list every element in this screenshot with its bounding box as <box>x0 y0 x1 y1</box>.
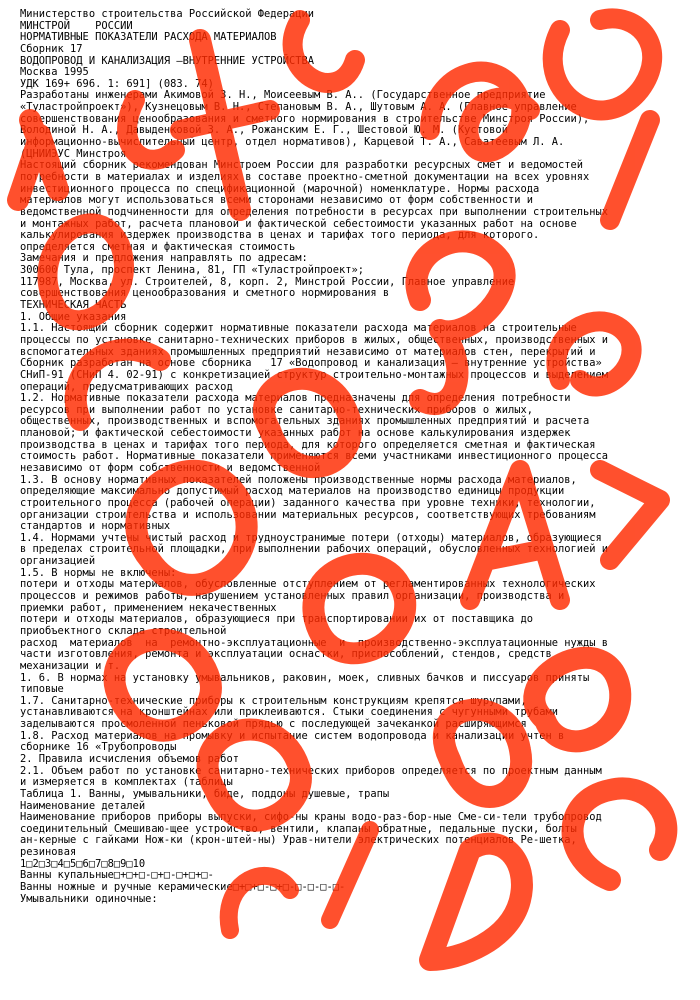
text-line: плановой; и фактической себестоимости указанных работ на основе калькулирования издержек <box>20 427 571 440</box>
text-line: определяется сметная и фактическая стоимость <box>20 240 296 253</box>
text-line: Сборник 17 <box>20 42 83 55</box>
text-line: 1.3. В основу нормативных показателей положены производственные нормы расхода материалов, <box>20 473 577 486</box>
text-line: 1.1. Настоящий сборник содержит нормативные показатели расхода материалов на строительные <box>20 322 577 335</box>
text-line: Настоящий сборник рекомендован Минстроем России для разработки ресурсных смет и ведомостей <box>20 159 584 172</box>
text-line: приемки работ, применением некачественных <box>20 601 277 614</box>
text-line: соединительный Смешиваю-щее устройство, вентили, клапаны обратные, педальные пуски, болты <box>20 822 577 835</box>
text-line: Ванны ножные и ручные керамические□+□+□-□+□-□-□-□-□- <box>20 881 346 894</box>
text-line: ВОДОПРОВОД И КАНАЛИЗАЦИЯ –ВНУТРЕННИЕ УСТРОЙСТВА <box>20 54 315 67</box>
text-line: ведомственной подчиненности для определения потребности в ресурсах при выполнении строительных <box>20 205 609 218</box>
text-line: стоимость работ. Нормативные показатели применяются всеми участниками инвестиционного процесса <box>20 450 609 463</box>
text-line: Разработаны инженерами Акимовой З. Н., Моисеевым В. А.. (Государственное предприятие <box>20 89 546 102</box>
text-line: 1□2□3□4□5□6□7□8□9□10 <box>20 857 146 870</box>
text-line: Володиной Н. А., Давыденковой З. А., Рожанским Е. Г., Шестовой Ю. М. (Кустовой <box>20 124 508 137</box>
text-line: части изготовления, ремонта и эксплуатации оснастки, приспособлений, стендов, средств <box>20 648 552 661</box>
text-line: общественных, производственных и вспомогательных зданиях промышленных предприятий и расчета <box>20 415 590 428</box>
text-line: заделываются просмоленной пеньковой прядью с последующей зачеканкой расширяющимся <box>20 718 527 731</box>
text-line: приобъектного склада строительной <box>20 624 227 637</box>
text-line: независимо от форм собственности и ведомственной <box>20 461 321 474</box>
text-line: 2. Правила исчисления объемов работ <box>20 753 239 765</box>
text-line: материалов могут использоваться всеми сторонами независимо от форм собственности и <box>20 194 533 207</box>
text-line: 1. 6. В нормах на установку умывальников, раковин, моек, сливных бачков и писсуаров приняты <box>20 671 590 684</box>
text-line: Наименование приборов приборы выпуски, сифо-ны краны водо-раз-бор-ные Сме-си-тели трубопровод <box>20 811 602 824</box>
text-line: Умывальники одиночные: <box>20 892 158 905</box>
text-line: в пределах строительной площадки, при выполнении рабочих операций, обусловленных технологией и <box>20 543 609 556</box>
text-line: устанавливаются на кронштейнах или приклеиваются. Стыки соединения с чугунными трубами <box>20 706 558 719</box>
text-line: Москва 1995 <box>20 66 89 79</box>
text-line: Наименование деталей <box>20 799 146 812</box>
text-line: 1.4. Нормами учтены чистый расход и трудноустранимые потери (отходы) материалов, образующиеся <box>20 531 602 544</box>
text-line: 2.1. Объем работ по установке санитарно-технических приборов определяется по проектным данным <box>20 764 602 777</box>
text-line: определяющие максимально допустимый расход материалов на производство единицы продукции <box>20 485 565 498</box>
text-line: ТЕХНИЧЕСКАЯ ЧАСТЬ <box>20 299 127 312</box>
text-line: 1.8. Расход материалов на промывку и испытание систем водопровода и канализации учтен в <box>20 729 565 742</box>
text-line: ан-керные с гайками Нож-ки (крон-штей-ны) Урав-нители электрических потенциалов Ре-шетка, <box>20 834 577 847</box>
document-body <box>20 9 692 905</box>
text-line: потребности в материалах и изделиях в составе проектно-сметной документации на всех уровнях <box>20 170 590 183</box>
text-line: операций, предусматривающих расход <box>20 380 233 393</box>
text-line: калькулирования издержек производства в ценах и тарифах того периода, для которого. <box>20 229 540 242</box>
text-line: 1. Общие указания <box>20 310 127 323</box>
text-line: вспомогательных зданиях промышленных предприятий независимо от материалов стен, перекрытий и <box>20 345 596 358</box>
text-line: МИНСТРОЙ РОССИИ <box>20 19 133 32</box>
text-line: и измеряется в комплектах (таблицы <box>20 776 233 789</box>
text-line: сборнике 16 «Трубопроводы <box>20 741 177 754</box>
text-line: расход материалов на ремонтно-эксплуатационные и производственно-эксплуатационные нужды в <box>20 636 609 649</box>
text-line: УДК 169+ 696. 1: 691] (083. 74) <box>20 77 214 90</box>
text-line: «Туластройпроект»), Кузнецовым В. Н., Степановым В. А., Шутовым А. А. (Главное управление <box>20 101 577 114</box>
text-line: типовые <box>20 683 64 696</box>
text-line: Таблица 1. Ванны, умывальники, биде, поддоны душевые, трапы <box>20 787 390 800</box>
text-line: совершенствования ценообразования и сметного нормирования в <box>20 287 390 300</box>
text-line: информационно-вычислительный центр, отдел нормативов), Карцевой Т. А., Саватеевым Л. А. <box>20 136 565 149</box>
text-line: ресурсов при выполнении работ по установке санитарно-технических приборов о жилых, <box>20 403 533 416</box>
text-line: (ЦНИИЭУС Минстроя <box>20 147 127 160</box>
text-line: 300600 Тула, проспект Ленина, 81, ГП «Туластройпроект»; <box>20 264 365 277</box>
text-line: процессы по установке санитарно-технических приборов в жилых, общественных, производственных и <box>20 333 609 346</box>
text-line: процессов и режимов работы, нарушением установленных правил организации, производства и <box>20 590 565 603</box>
text-line: строительного процесса (рабочей операции) заданного качества при уровне техники, технологии, <box>20 496 596 509</box>
text-line: потери и отходы материалов, образующиеся при транспортировании их от поставщика до <box>20 613 533 626</box>
text-line: Министерство строительства Российской Федерации <box>20 8 315 20</box>
text-line: потери и отходы материалов, обусловленные отступлением от регламентированных технологических <box>20 578 596 591</box>
text-line: совершенствования ценообразования и сметного нормирования в строительстве Минстроя России), <box>20 112 590 125</box>
text-line: Ванны купальные□+□+□-□+□-□+□+□- <box>20 869 214 882</box>
text-line: 1.5. В нормы не включены: <box>20 566 177 579</box>
text-line: стандартов и нормативных <box>20 520 171 533</box>
text-line: 1.7. Санитарно-технические приборы к строительным конструкциям крепятся шурупами, <box>20 694 527 707</box>
text-line: организации строительства и использовании материальных ресурсов, соответствующих требованиям <box>20 508 596 521</box>
text-line: 1.2. Нормативные показатели расхода материалов предназначены для определения потребности <box>20 392 571 405</box>
text-line: НОРМАТИВНЫЕ ПОКАЗАТЕЛИ РАСХОДА МАТЕРИАЛОВ <box>20 31 277 44</box>
text-line: производства в ценах и тарифах того периода, для которого определяется сметная и фактическая <box>20 438 596 451</box>
text-line: 117987, Москва, ул. Строителей, 8, корп. 2, Минстрой России, Главное управление <box>20 275 515 288</box>
text-line: резиновая <box>20 846 77 859</box>
text-line: и монтажных работ, расчета плановой и фактической себестоимости указанных работ на основе <box>20 217 577 230</box>
text-line: СНиП-91 (СНиП 4. 02-91) с конкретизацией структур строительно-монтажных процессов и выделением <box>20 368 609 381</box>
text-line: Замечания и предложения направлять по адресам: <box>20 252 308 265</box>
text-line: механизации и т. <box>20 659 121 672</box>
text-line: инвестиционного процесса по спецификационной (марочной) номенклатуре. Нормы расхода <box>20 182 540 195</box>
text-line: Сборник разработан на основе сборника 17 «Водопровод и канализация – внутренние устройства» <box>20 357 602 370</box>
text-line: организацией <box>20 555 96 568</box>
